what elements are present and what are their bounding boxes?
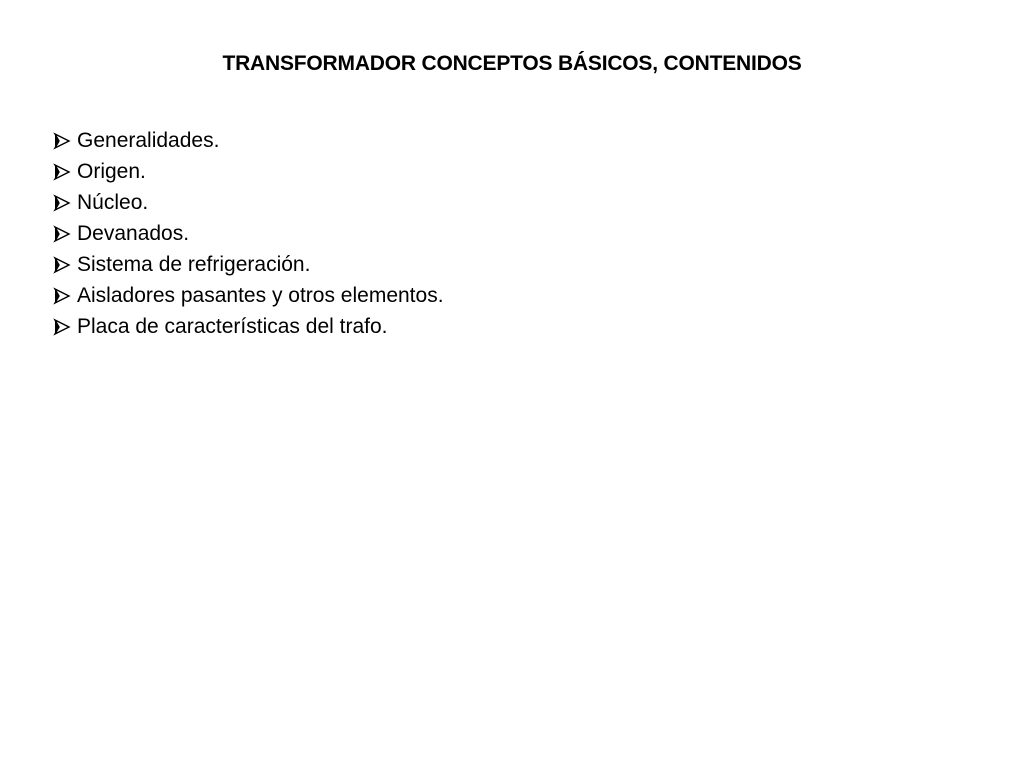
list-item-label: Sistema de refrigeración. bbox=[77, 253, 311, 276]
list-item-label: Aisladores pasantes y otros elementos. bbox=[77, 284, 444, 307]
arrowhead-bullet-icon bbox=[47, 311, 77, 342]
arrowhead-bullet-icon bbox=[47, 280, 77, 311]
list-item bbox=[47, 218, 444, 249]
arrowhead-bullet-icon bbox=[47, 156, 77, 187]
slide-title: TRANSFORMADOR CONCEPTOS BÁSICOS, CONTENIDOS bbox=[222, 52, 802, 75]
list-item bbox=[47, 311, 444, 342]
list-item bbox=[47, 125, 444, 156]
arrowhead-bullet-icon bbox=[47, 249, 77, 280]
contents-list bbox=[47, 125, 444, 342]
list-item bbox=[47, 280, 444, 311]
list-item-label: Generalidades. bbox=[77, 129, 220, 152]
arrowhead-bullet-icon bbox=[47, 187, 77, 218]
arrowhead-bullet-icon bbox=[47, 218, 77, 249]
list-item-label: Núcleo. bbox=[77, 191, 149, 214]
list-item-label: Placa de características del trafo. bbox=[77, 315, 388, 338]
arrowhead-bullet-icon bbox=[47, 125, 77, 156]
list-item bbox=[47, 249, 444, 280]
list-item-label: Devanados. bbox=[77, 222, 190, 245]
list-item bbox=[47, 187, 444, 218]
list-item-label: Origen. bbox=[77, 160, 146, 183]
list-item bbox=[47, 156, 444, 187]
